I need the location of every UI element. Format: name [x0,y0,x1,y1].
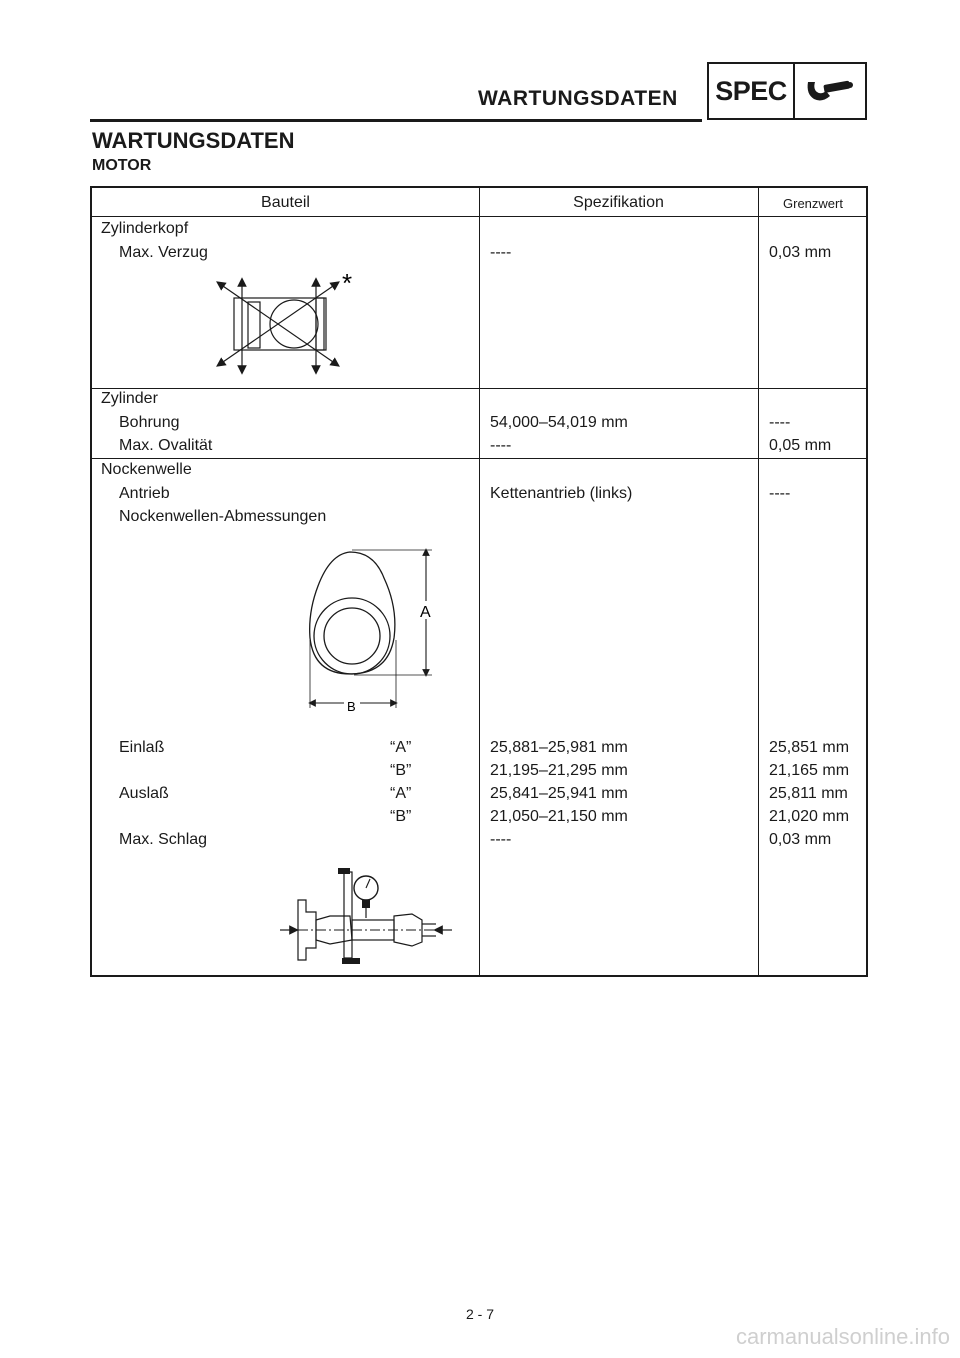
limit-intake-b: 21,165 mm [769,762,850,779]
row-label-bore: Bohrung [119,414,180,431]
row-label-exhaust: Auslaß [119,785,169,802]
spec-runout: ---- [490,831,512,848]
cam-lobe-figure [292,538,442,718]
header-divider [92,216,866,217]
column-divider [758,188,759,975]
limit-drive: ---- [769,485,791,502]
cylinder-head-warp-figure [212,272,372,378]
watermark: carmanualsonline.info [735,1324,950,1349]
row-label-out-of-round: Max. Ovalität [119,437,213,454]
row-label-cylinder-head: Zylinderkopf [101,220,189,237]
limit-intake-a: 25,851 mm [769,739,850,756]
row-label-camshaft-dimensions: Nockenwellen-Abmessungen [119,508,327,525]
spec-bore: 54,000–54,019 mm [490,414,628,431]
header-title: WARTUNGSDATEN [478,87,678,110]
dim-label: “B” [390,762,412,779]
column-divider [479,188,480,975]
wrench-icon [795,64,865,118]
column-header-spec: Spezifikation [573,194,664,211]
subsection-title: MOTOR [92,157,152,174]
row-label-intake: Einlaß [119,739,165,756]
row-label-warp: Max. Verzug [119,244,208,261]
column-header-limit: Grenzwert [783,196,843,211]
limit-runout: 0,03 mm [769,831,832,848]
spec-out-of-round: ---- [490,437,512,454]
row-label-cylinder: Zylinder [101,390,158,407]
spec-warp: ---- [490,244,512,261]
figure-mark-asterisk: * [342,272,353,298]
limit-exhaust-b: 21,020 mm [769,808,850,825]
dim-label: “A” [390,739,412,756]
limit-warp: 0,03 mm [769,244,832,261]
spec-exhaust-a: 25,841–25,941 mm [490,785,628,802]
section-title: WARTUNGSDATEN [92,128,295,153]
row-label-drive: Antrieb [119,485,170,502]
spec-badge-label: SPEC [709,64,795,118]
page-number: 2 - 7 [465,1306,494,1322]
column-header-part: Bauteil [261,194,310,211]
camshaft-runout-figure [272,864,462,970]
figure-label-b: B [347,699,356,714]
limit-out-of-round: 0,05 mm [769,437,832,454]
row-divider [92,388,866,389]
row-label-runout: Max. Schlag [119,831,208,848]
row-divider [92,458,866,459]
limit-bore: ---- [769,414,791,431]
header-rule [90,119,702,122]
dim-label: “A” [390,785,412,802]
row-label-camshaft: Nockenwelle [101,461,192,478]
spec-intake-b: 21,195–21,295 mm [490,762,628,779]
dim-label: “B” [390,808,412,825]
spec-exhaust-b: 21,050–21,150 mm [490,808,628,825]
spec-table [90,186,868,977]
spec-badge [707,62,867,120]
spec-drive: Kettenantrieb (links) [490,485,633,502]
spec-intake-a: 25,881–25,981 mm [490,739,628,756]
limit-exhaust-a: 25,811 mm [769,785,848,802]
figure-label-a: A [420,604,431,621]
